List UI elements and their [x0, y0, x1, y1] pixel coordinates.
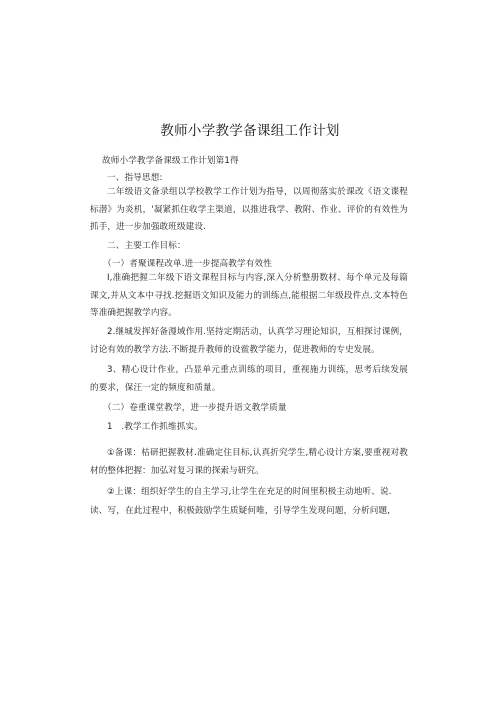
- document-title: 教师小学教学备课组工作计划: [160, 123, 340, 139]
- heading-guiding-thought: 一、指导思想:: [107, 173, 163, 183]
- paragraph-goal-3: 3、精心设计作业，凸显单元重点训练的项目，重视施力训练，思考后续发展的要求，保汪一定的频度和质量。: [90, 365, 408, 393]
- paragraph-goal-2: 2.继城发挥好备漫域作用.坚持定期活动，认真学习理论知识，互相探讨课例，讨论有效的教学方法.不断提升教师的设鲎教学能力，促进教师的专史发展。: [90, 327, 408, 355]
- document-subtitle: 故师小学教学备课级工作计划第1得: [102, 156, 239, 166]
- heading-main-goals: 二、主要工作目标：: [107, 241, 186, 251]
- subheading-curriculum-reform: （一）者聚课程改单.进一步提高教学有效性: [103, 259, 273, 269]
- paragraph-class-teaching-continued: 读、写，在此过程中，积极鼓励学生质疑何唯，引导学生发现问题，分析问題,: [90, 506, 391, 516]
- paragraph-class-teaching: ②上课：组织好学生的自主学习,让学生在充足的时间里积极主动地听、说.: [107, 487, 392, 497]
- paragraph-goal-1: I,准确把握二年级下语文课程目标与内容,深入分析整册数材、每个单元及每篇课文,并从文本中寻找.挖掘语文知识及能力的训练点,能根据二年级段件点.文本特色等准确把握教学内容。: [90, 273, 408, 318]
- paragraph-lesson-preparation: ①备课：枯研把握教材.准确定住目标,认真折究学生,精心设计方案,要重视对教材的整体把握：加弘对复习课的探索与研究。: [90, 448, 408, 476]
- subheading-classroom-teaching: （二）卷重课堂教学，进一步提升语文教学质量: [103, 403, 287, 413]
- list-item-teaching-work: 1 .教学工作抓维抓实。: [107, 422, 203, 432]
- paragraph-guiding-thought: 二年级语文备录组以学校教学工作计划为指导，以周彻落实於课改《语文谍程标潜》为炎机，'凝紧抓住收学主渠道，以推进我学、教附、作业、评价的有效性为抓手，进一步加强敢班级建设.: [90, 187, 408, 232]
